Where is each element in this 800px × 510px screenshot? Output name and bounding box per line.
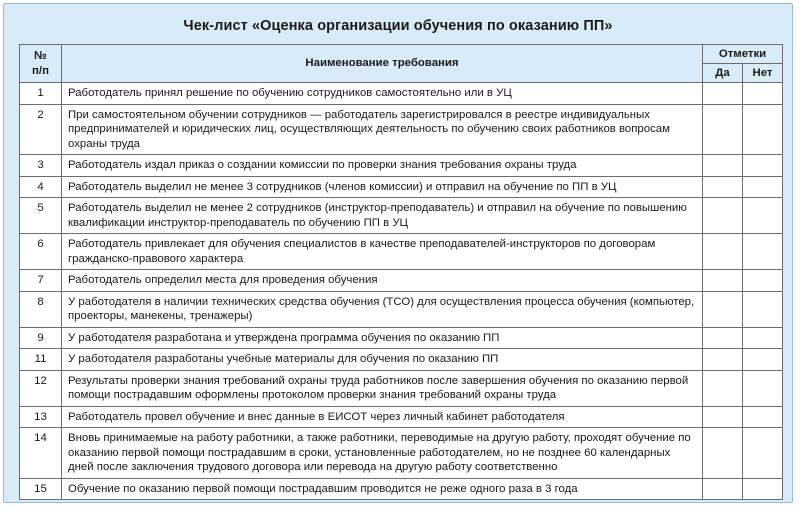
no-mark-cell[interactable] <box>743 83 783 105</box>
table-row <box>20 291 783 327</box>
row-number: 4 <box>20 176 62 198</box>
table-row <box>20 83 783 105</box>
yes-mark-cell[interactable] <box>703 155 743 177</box>
yes-mark-cell[interactable] <box>703 428 743 479</box>
checklist-table <box>19 44 783 500</box>
header-marks: Отметки <box>703 45 783 64</box>
no-mark-cell[interactable] <box>743 234 783 270</box>
requirement-text: При самостоятельном обучении сотрудников — работодатель зарегистрировался в реестре индивидуальных предпринимателей и юридических лиц, осуществляющих деятельность по обучению своих работников вопросам охраны труда <box>62 104 703 155</box>
row-number: 2 <box>20 104 62 155</box>
yes-mark-cell[interactable] <box>703 478 743 500</box>
yes-mark-cell[interactable] <box>703 270 743 292</box>
checklist-panel <box>3 3 793 503</box>
yes-mark-cell[interactable] <box>703 327 743 349</box>
table-row <box>20 428 783 479</box>
yes-mark-cell[interactable] <box>703 291 743 327</box>
row-number: 1 <box>20 83 62 105</box>
checklist-rows <box>20 83 783 500</box>
requirement-text: Результаты проверки знания требований охраны труда работников после завершения обучения по оказанию первой помощи пострадавшим оформлены протоколом проверки знания требований охраны труда <box>62 370 703 406</box>
row-number: 3 <box>20 155 62 177</box>
row-number: 6 <box>20 234 62 270</box>
yes-mark-cell[interactable] <box>703 176 743 198</box>
row-number: 9 <box>20 327 62 349</box>
yes-mark-cell[interactable] <box>703 234 743 270</box>
no-mark-cell[interactable] <box>743 478 783 500</box>
row-number: 14 <box>20 428 62 479</box>
no-mark-cell[interactable] <box>743 428 783 479</box>
no-mark-cell[interactable] <box>743 406 783 428</box>
table-row <box>20 406 783 428</box>
yes-mark-cell[interactable] <box>703 406 743 428</box>
no-mark-cell[interactable] <box>743 327 783 349</box>
requirement-text: У работодателя разработана и утверждена программа обучения по оказанию ПП <box>62 327 703 349</box>
header-no: Нет <box>743 64 783 83</box>
yes-mark-cell[interactable] <box>703 370 743 406</box>
header-number-abbr: п/п <box>32 64 49 77</box>
table-row <box>20 327 783 349</box>
no-mark-cell[interactable] <box>743 176 783 198</box>
table-row <box>20 234 783 270</box>
header-requirement: Наименование требования <box>62 45 703 83</box>
requirement-text: Работодатель выделил не менее 2 сотрудников (инструктор-преподаватель) и отправил на обучение по повышению квалификации инструктор-преподаватель по обучению ПП в УЦ <box>62 198 703 234</box>
requirement-text: Обучение по оказанию первой помощи пострадавшим проводится не реже одного раза в 3 года <box>62 478 703 500</box>
no-mark-cell[interactable] <box>743 270 783 292</box>
requirement-text: Работодатель издал приказ о создании комиссии по проверки знания требования охраны труда <box>62 155 703 177</box>
requirement-text: У работодателя разработаны учебные материалы для обучения по оказанию ПП <box>62 349 703 371</box>
header-number <box>20 45 62 83</box>
table-row <box>20 370 783 406</box>
no-mark-cell[interactable] <box>743 155 783 177</box>
yes-mark-cell[interactable] <box>703 104 743 155</box>
no-mark-cell[interactable] <box>743 198 783 234</box>
table-row <box>20 176 783 198</box>
table-row <box>20 478 783 500</box>
header-yes: Да <box>703 64 743 83</box>
table-row <box>20 155 783 177</box>
page-title: Чек-лист «Оценка организации обучения по оказанию ПП» <box>183 18 613 34</box>
table-row <box>20 198 783 234</box>
row-number: 8 <box>20 291 62 327</box>
row-number: 11 <box>20 349 62 371</box>
no-mark-cell[interactable] <box>743 370 783 406</box>
no-mark-cell[interactable] <box>743 104 783 155</box>
row-number: 5 <box>20 198 62 234</box>
requirement-text: Работодатель провел обучение и внес данные в ЕИСОТ через личный кабинет работодателя <box>62 406 703 428</box>
header-number-symbol: № <box>34 49 47 62</box>
requirement-text: Вновь принимаемые на работу работники, а также работники, переводимые на другую работу, проходят обучение по оказанию первой помощи пострадавшим в сроки, установленные работодателем, но не позднее 60 календарных дней после заключения трудового договора или перевода на другую работу соответственно <box>62 428 703 479</box>
requirement-text: Работодатель принял решение по обучению сотрудников самостоятельно или в УЦ <box>62 83 703 105</box>
no-mark-cell[interactable] <box>743 291 783 327</box>
table-row <box>20 104 783 155</box>
yes-mark-cell[interactable] <box>703 83 743 105</box>
row-number: 13 <box>20 406 62 428</box>
table-row <box>20 349 783 371</box>
requirement-text: Работодатель выделил не менее 3 сотрудников (членов комиссии) и отправил на обучение по ПП в УЦ <box>62 176 703 198</box>
row-number: 12 <box>20 370 62 406</box>
no-mark-cell[interactable] <box>743 349 783 371</box>
row-number: 7 <box>20 270 62 292</box>
yes-mark-cell[interactable] <box>703 198 743 234</box>
yes-mark-cell[interactable] <box>703 349 743 371</box>
requirement-text: Работодатель привлекает для обучения специалистов в качестве преподавателей-инструкторов по договорам гражданско-правового характера <box>62 234 703 270</box>
requirement-text: У работодателя в наличии технических средства обучения (ТСО) для осуществления процесса обучения (компьютер, проекторы, манекены, тренажеры) <box>62 291 703 327</box>
row-number: 15 <box>20 478 62 500</box>
table-row <box>20 270 783 292</box>
requirement-text: Работодатель определил места для проведения обучения <box>62 270 703 292</box>
